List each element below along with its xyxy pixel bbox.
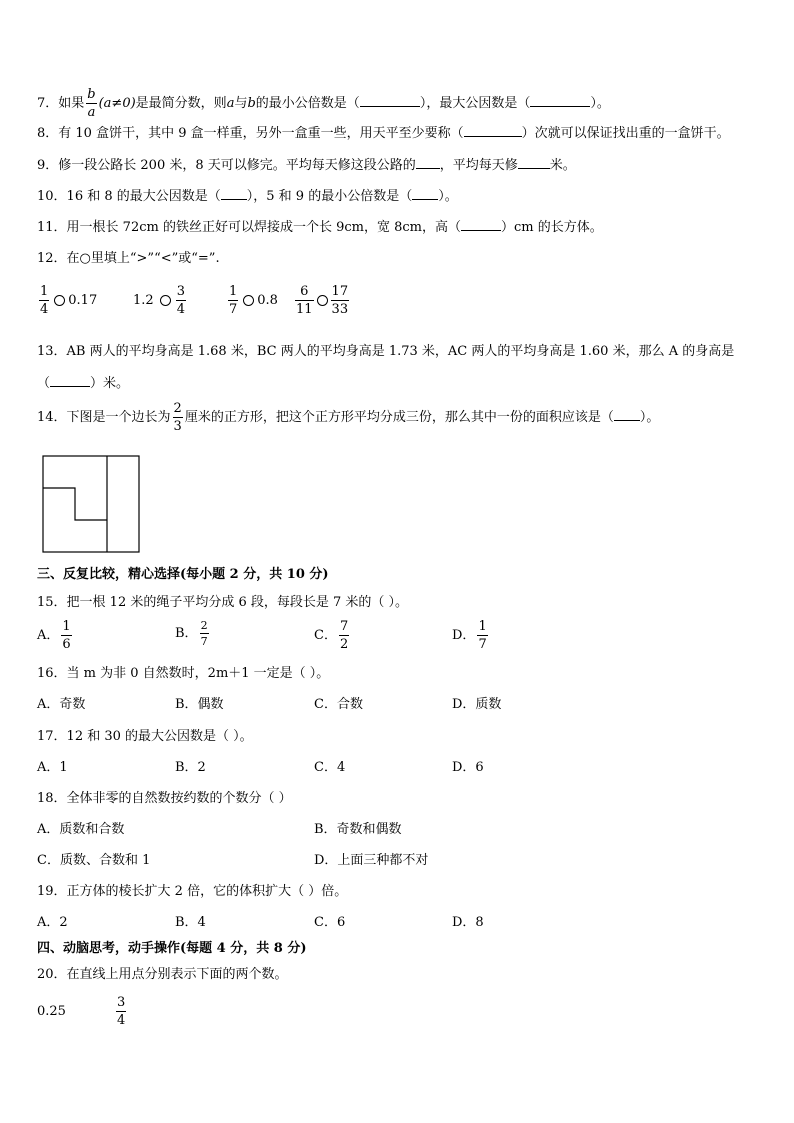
q9-end: 米。 — [549, 158, 576, 173]
question-18 — [37, 790, 292, 808]
q7-text: 7．如果 — [37, 96, 85, 111]
q17-option-b[interactable]: B．2 — [175, 760, 206, 775]
q7-and: 与 — [234, 96, 248, 111]
question-10 — [37, 187, 458, 206]
q12-item-2-left: 1.2 — [133, 293, 154, 308]
q9-text: 9．修一段公路长 200 米，8 天可以修完。平均每天修这段公路的 — [37, 158, 416, 173]
q14-end: ）。 — [639, 410, 660, 425]
compare-circle-1[interactable] — [54, 295, 65, 306]
q11-blank[interactable] — [461, 218, 501, 231]
q12-item-4-den-l: 11 — [296, 302, 313, 317]
q13-blank[interactable] — [50, 374, 90, 387]
question-14 — [37, 402, 659, 433]
q18-option-b[interactable]: B．奇数和偶数 — [314, 822, 402, 837]
q15-a-den: 6 — [62, 637, 71, 652]
q7-frac-num: b — [87, 87, 96, 102]
q15-option-c[interactable] — [314, 620, 351, 651]
q12-item-3-num: 1 — [229, 284, 238, 299]
q12-item-2-num: 3 — [176, 284, 185, 299]
q7-text-lcm: 的最小公倍数是（ — [255, 96, 360, 111]
q14-text: 14．下图是一个边长为 — [37, 410, 171, 425]
q14-text-mid: 厘米的正方形，把这个正方形平均分成三份，那么其中一份的面积应该是（ — [184, 410, 614, 425]
q16-text: 16．当 m 为非 0 自然数时，2m＋1 一定是（ ）。 — [37, 666, 330, 681]
compare-circle-2[interactable] — [160, 295, 171, 306]
q10-end: ）。 — [438, 189, 458, 204]
q12-item-1-frac — [39, 285, 49, 316]
q15-option-b[interactable] — [175, 620, 211, 647]
question-20 — [37, 966, 288, 984]
q12-text: 12．在○里填上“>”“<”或“=”. — [37, 251, 220, 266]
q10-blank-gcd[interactable] — [221, 187, 247, 200]
q13-open: （ — [37, 376, 51, 391]
square-outline — [43, 456, 139, 552]
q16-option-b[interactable]: B．偶数 — [175, 697, 224, 712]
q7-frac-den: a — [87, 105, 96, 120]
q20-number-decimal: 0.25 — [37, 1004, 66, 1019]
q20-number-fraction — [114, 996, 128, 1027]
q12-item-3-right: 0.8 — [257, 293, 278, 308]
q19-option-a[interactable]: A．2 — [37, 915, 68, 930]
q16-option-d[interactable]: D．质数 — [452, 697, 502, 712]
q14-fraction — [173, 402, 183, 433]
q15-c-num: 7 — [339, 619, 349, 634]
q7-text-gcd: ），最大公因数是（ — [419, 96, 531, 111]
q14-frac-den: 3 — [173, 419, 182, 434]
q15-c-den: 2 — [339, 637, 349, 652]
q12-item-4-frac-right — [331, 285, 350, 316]
q15-d-frac — [477, 620, 487, 651]
question-9 — [37, 156, 576, 175]
q12-item-4-frac-left — [295, 285, 314, 316]
q9-blank-meters[interactable] — [518, 156, 550, 169]
q15-c-frac — [339, 620, 349, 651]
q12-item-1-num: 1 — [40, 284, 49, 299]
q18-text: 18．全体非零的自然数按约数的个数分（ ） — [37, 791, 292, 806]
q12-item-2-den: 4 — [176, 302, 185, 317]
q12-item-2-frac — [176, 285, 186, 316]
q8-end: ）次就可以保证找出重的一盒饼干。 — [521, 126, 730, 141]
q12-item-1-right: 0.17 — [68, 293, 98, 308]
q19-option-b[interactable]: B．4 — [175, 915, 206, 930]
q15-option-d[interactable] — [452, 620, 490, 651]
q12-item-1-den: 4 — [40, 302, 49, 317]
q15-d-num: 1 — [478, 619, 487, 634]
q12-item-4-num-r: 17 — [331, 284, 349, 299]
q7-condition: (a≠0) — [98, 96, 136, 111]
square-figure — [42, 455, 142, 555]
q10-text: 10．16 和 8 的最大公因数是（ — [37, 189, 221, 204]
q16-option-c[interactable]: C．合数 — [314, 697, 363, 712]
question-7 — [37, 88, 610, 119]
compare-circle-3[interactable] — [243, 295, 254, 306]
q15-b-label: B． — [175, 626, 198, 641]
q15-text: 15．把一根 12 米的绳子平均分成 6 段，每段长是 7 米的（ ）。 — [37, 595, 409, 610]
q13-text: 13．AB 两人的平均身高是 1.68 米，BC 两人的平均身高是 1.73 米，AC 两人的平均身高是 1.60 米，那么 A 的身高是 — [37, 344, 735, 359]
q7-var-a: a — [226, 96, 235, 111]
q15-option-a[interactable] — [37, 620, 74, 651]
q20-frac-num: 3 — [117, 995, 126, 1010]
q15-b-num: 2 — [200, 619, 208, 632]
compare-circle-4[interactable] — [317, 295, 328, 306]
q12-item-1 — [37, 285, 97, 316]
q15-c-label: C． — [314, 628, 337, 643]
q20-text: 20．在直线上用点分别表示下面的两个数。 — [37, 967, 288, 982]
section-4-heading: 四、动脑思考，动手操作(每题 4 分，共 8 分) — [37, 941, 307, 956]
question-13-line2 — [37, 374, 129, 393]
q18-option-c[interactable]: C．质数、合数和 1 — [37, 853, 151, 868]
question-17 — [37, 728, 253, 746]
q10-text-mid: ），5 和 9 的最小公倍数是（ — [246, 189, 413, 204]
q7-blank-gcd[interactable] — [530, 94, 590, 107]
q16-option-a[interactable]: A．奇数 — [37, 697, 86, 712]
question-16 — [37, 665, 329, 683]
question-11 — [37, 218, 603, 237]
q7-var-b: b — [247, 96, 256, 111]
q7-text-mid: 是最简分数，则 — [135, 96, 227, 111]
q7-fraction — [86, 88, 96, 119]
q12-item-4 — [293, 285, 351, 316]
q20-frac — [116, 996, 126, 1027]
q15-a-frac — [61, 620, 71, 651]
q15-a-num: 1 — [62, 619, 71, 634]
question-8 — [37, 124, 730, 143]
q20-frac-den: 4 — [117, 1013, 126, 1028]
q15-b-frac — [200, 620, 209, 647]
q10-blank-lcm[interactable] — [412, 187, 438, 200]
q14-blank[interactable] — [614, 408, 640, 421]
question-15 — [37, 594, 408, 612]
q8-text: 8．有 10 盒饼干，其中 9 盒一样重，另外一盒重一些，用天平至少要称（ — [37, 126, 464, 141]
q19-option-c[interactable]: C．6 — [314, 915, 346, 930]
q17-option-d[interactable]: D．6 — [452, 760, 484, 775]
q17-option-a[interactable]: A．1 — [37, 760, 68, 775]
q8-blank[interactable] — [464, 124, 522, 137]
question-13 — [37, 343, 734, 361]
q12-item-3 — [226, 285, 278, 316]
q15-b-den: 7 — [200, 635, 208, 648]
q7-end: ）。 — [590, 96, 610, 111]
q15-d-den: 7 — [478, 637, 487, 652]
q12-item-3-den: 7 — [229, 302, 238, 317]
q18-option-d[interactable]: D．上面三种都不对 — [314, 853, 429, 868]
question-19 — [37, 883, 347, 901]
q18-option-a[interactable]: A．质数和合数 — [37, 822, 125, 837]
q13-end: ）米。 — [90, 376, 130, 391]
q14-frac-num: 2 — [173, 401, 182, 416]
q19-option-d[interactable]: D．8 — [452, 915, 484, 930]
question-12 — [37, 250, 220, 268]
q15-a-label: A． — [37, 628, 60, 643]
q19-text: 19．正方体的棱长扩大 2 倍，它的体积扩大（ ）倍。 — [37, 884, 348, 899]
q12-item-3-frac — [228, 285, 238, 316]
q11-end: ）cm 的长方体。 — [500, 220, 603, 235]
section-3-heading: 三、反复比较，精心选择(每小题 2 分，共 10 分) — [37, 567, 329, 582]
q12-item-4-num-l: 6 — [300, 284, 309, 299]
q17-text: 17．12 和 30 的最大公因数是（ ）。 — [37, 729, 253, 744]
q12-item-2 — [133, 285, 188, 316]
q17-option-c[interactable]: C．4 — [314, 760, 346, 775]
divider-step — [43, 488, 107, 520]
q11-text: 11．用一根长 72cm 的铁丝正好可以焊接成一个长 9cm，宽 8cm，高（ — [37, 220, 461, 235]
q9-text-mid: ，平均每天修 — [439, 158, 518, 173]
q12-item-4-den-r: 33 — [331, 302, 349, 317]
q15-d-label: D． — [452, 628, 476, 643]
q9-blank-fraction[interactable] — [416, 156, 440, 169]
q7-blank-lcm[interactable] — [360, 94, 420, 107]
